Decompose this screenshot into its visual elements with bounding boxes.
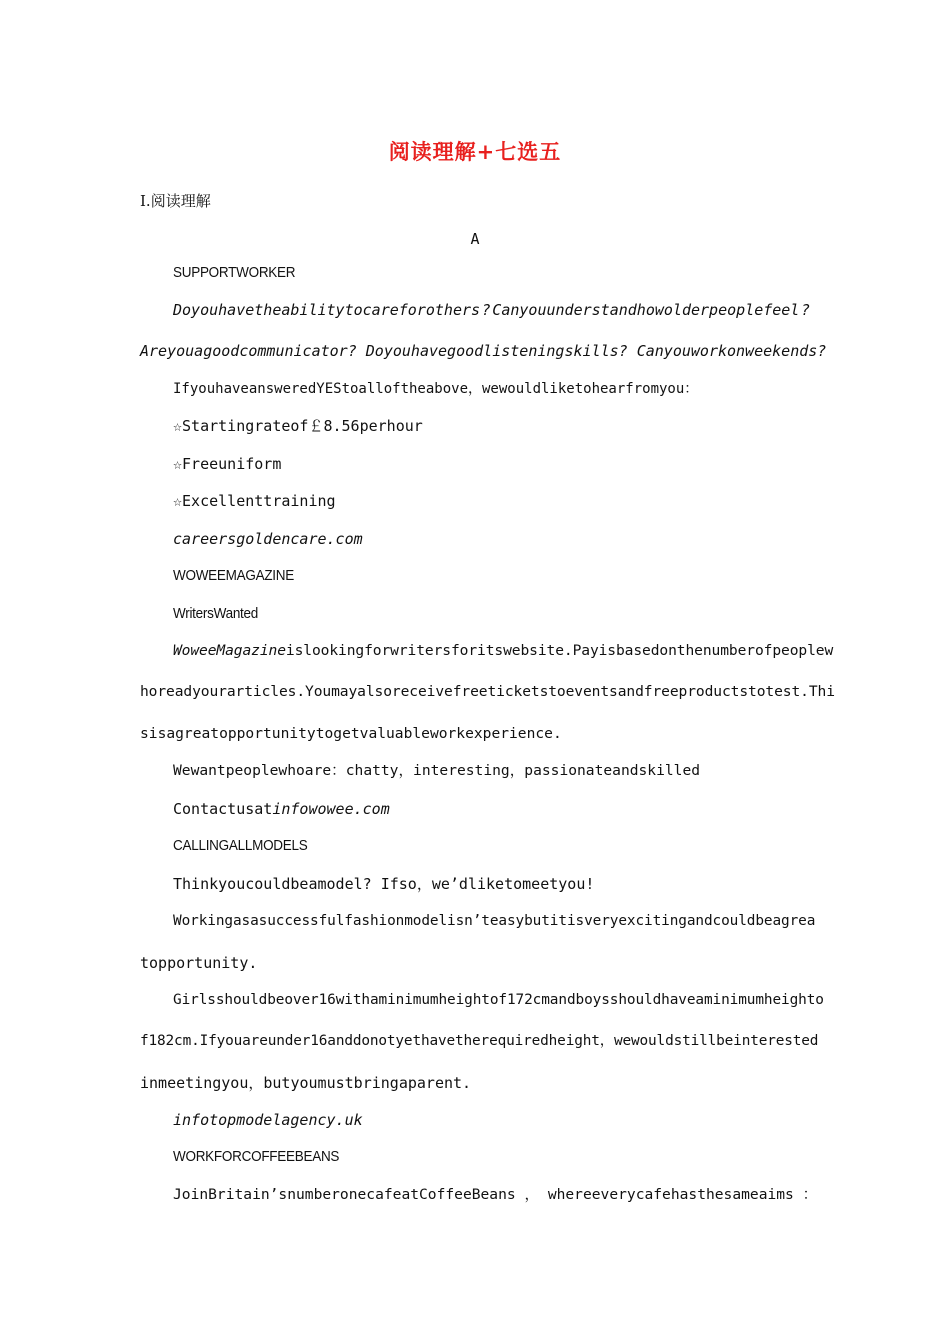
section-label: Ⅰ.阅读理解 — [140, 192, 211, 210]
ad2-para-line-1-rest: islookingforwritersforitswebsite.Payisbasedonthenumberofpeoplew — [285, 642, 834, 659]
ad1-benefit-rate: ☆Startingrateof￡8.56perhour — [173, 417, 423, 435]
ad2-para-line-1 — [173, 641, 833, 661]
ad3-para2-line-2: topportunity. — [140, 954, 258, 972]
ad2-contact-line — [173, 799, 390, 819]
ad3-para3-line-1: Girlsshouldbeover16withaminimumheightof172cmandboysshouldhaveaminimumheighto — [173, 992, 824, 1008]
ad1-contact: careersgoldencare.com — [173, 530, 363, 548]
ad-heading-wowee-magazine: WOWEEMAGAZINE — [173, 567, 294, 584]
ad4-line-1: JoinBritain’snumberonecafeatCoffeeBeans ， whereeverycafehasthesameaims ： — [173, 1186, 818, 1203]
ad1-question-line-2: Areyouagoodcommunicator? Doyouhavegoodlisteningskills? Canyouworkonweekends? — [140, 342, 827, 360]
page-title: 阅读理解+七选五 — [388, 139, 562, 164]
ad1-question-2: Canyouunderstandhowolderpeoplefeel — [492, 301, 800, 319]
ad3-para3-line-3: inmeetingyou，butyoumustbringaparent. — [140, 1074, 472, 1092]
ad2-para-line-3: sisagreatopportunitytogetvaluableworkexperience. — [140, 725, 562, 742]
ad1-benefit-uniform: ☆Freeuniform — [173, 455, 282, 473]
ad2-requirements: Wewantpeoplewhoare：chatty，interesting，passionateandskilled — [173, 762, 701, 779]
ad2-magazine-name: WoweeMagazine — [173, 642, 286, 659]
passage-letter: A — [470, 230, 480, 248]
ad1-question-1-mark: ? — [481, 301, 491, 319]
ad2-subheading: WritersWanted — [173, 605, 259, 622]
ad3-para3-line-2: f182cm.Ifyouareunder16anddonotyethavetherequiredheight，wewouldstillbeinterested — [140, 1033, 819, 1049]
ad1-question-2-mark: ? — [800, 301, 810, 319]
ad1-question-line-1 — [173, 300, 810, 320]
ad-heading-support-worker: SUPPORTWORKER — [173, 264, 296, 281]
ad-heading-coffee-beans: WORKFORCOFFEEBEANS — [173, 1148, 340, 1165]
ad3-contact: infotopmodelagency.uk — [173, 1111, 363, 1129]
ad-heading-calling-all-models: CALLINGALLMODELS — [173, 837, 308, 854]
ad2-contact: infowowee.com — [272, 800, 390, 818]
ad3-para2-line-1: Workingasasuccessfulfashionmodelisn’teasybutitisveryexcitingandcouldbeagrea — [173, 913, 816, 929]
ad1-intro: IfyouhaveansweredYEStoalloftheabove，wewouldliketohearfromyou： — [173, 381, 699, 397]
ad3-line-1: Thinkyoucouldbeamodel? Ifso，we’dliketomeetyou! — [173, 875, 595, 893]
ad1-benefit-training: ☆Excellenttraining — [173, 492, 336, 510]
ad2-para-line-2: horeadyourarticles.Youmayalsoreceivefreeticketstoeventsandfreeproductstotest.Thi — [140, 683, 835, 700]
ad2-contact-prefix: Contactusat — [173, 800, 273, 818]
ad1-question-1: Doyouhavetheabilitytocareforothers — [173, 301, 481, 319]
